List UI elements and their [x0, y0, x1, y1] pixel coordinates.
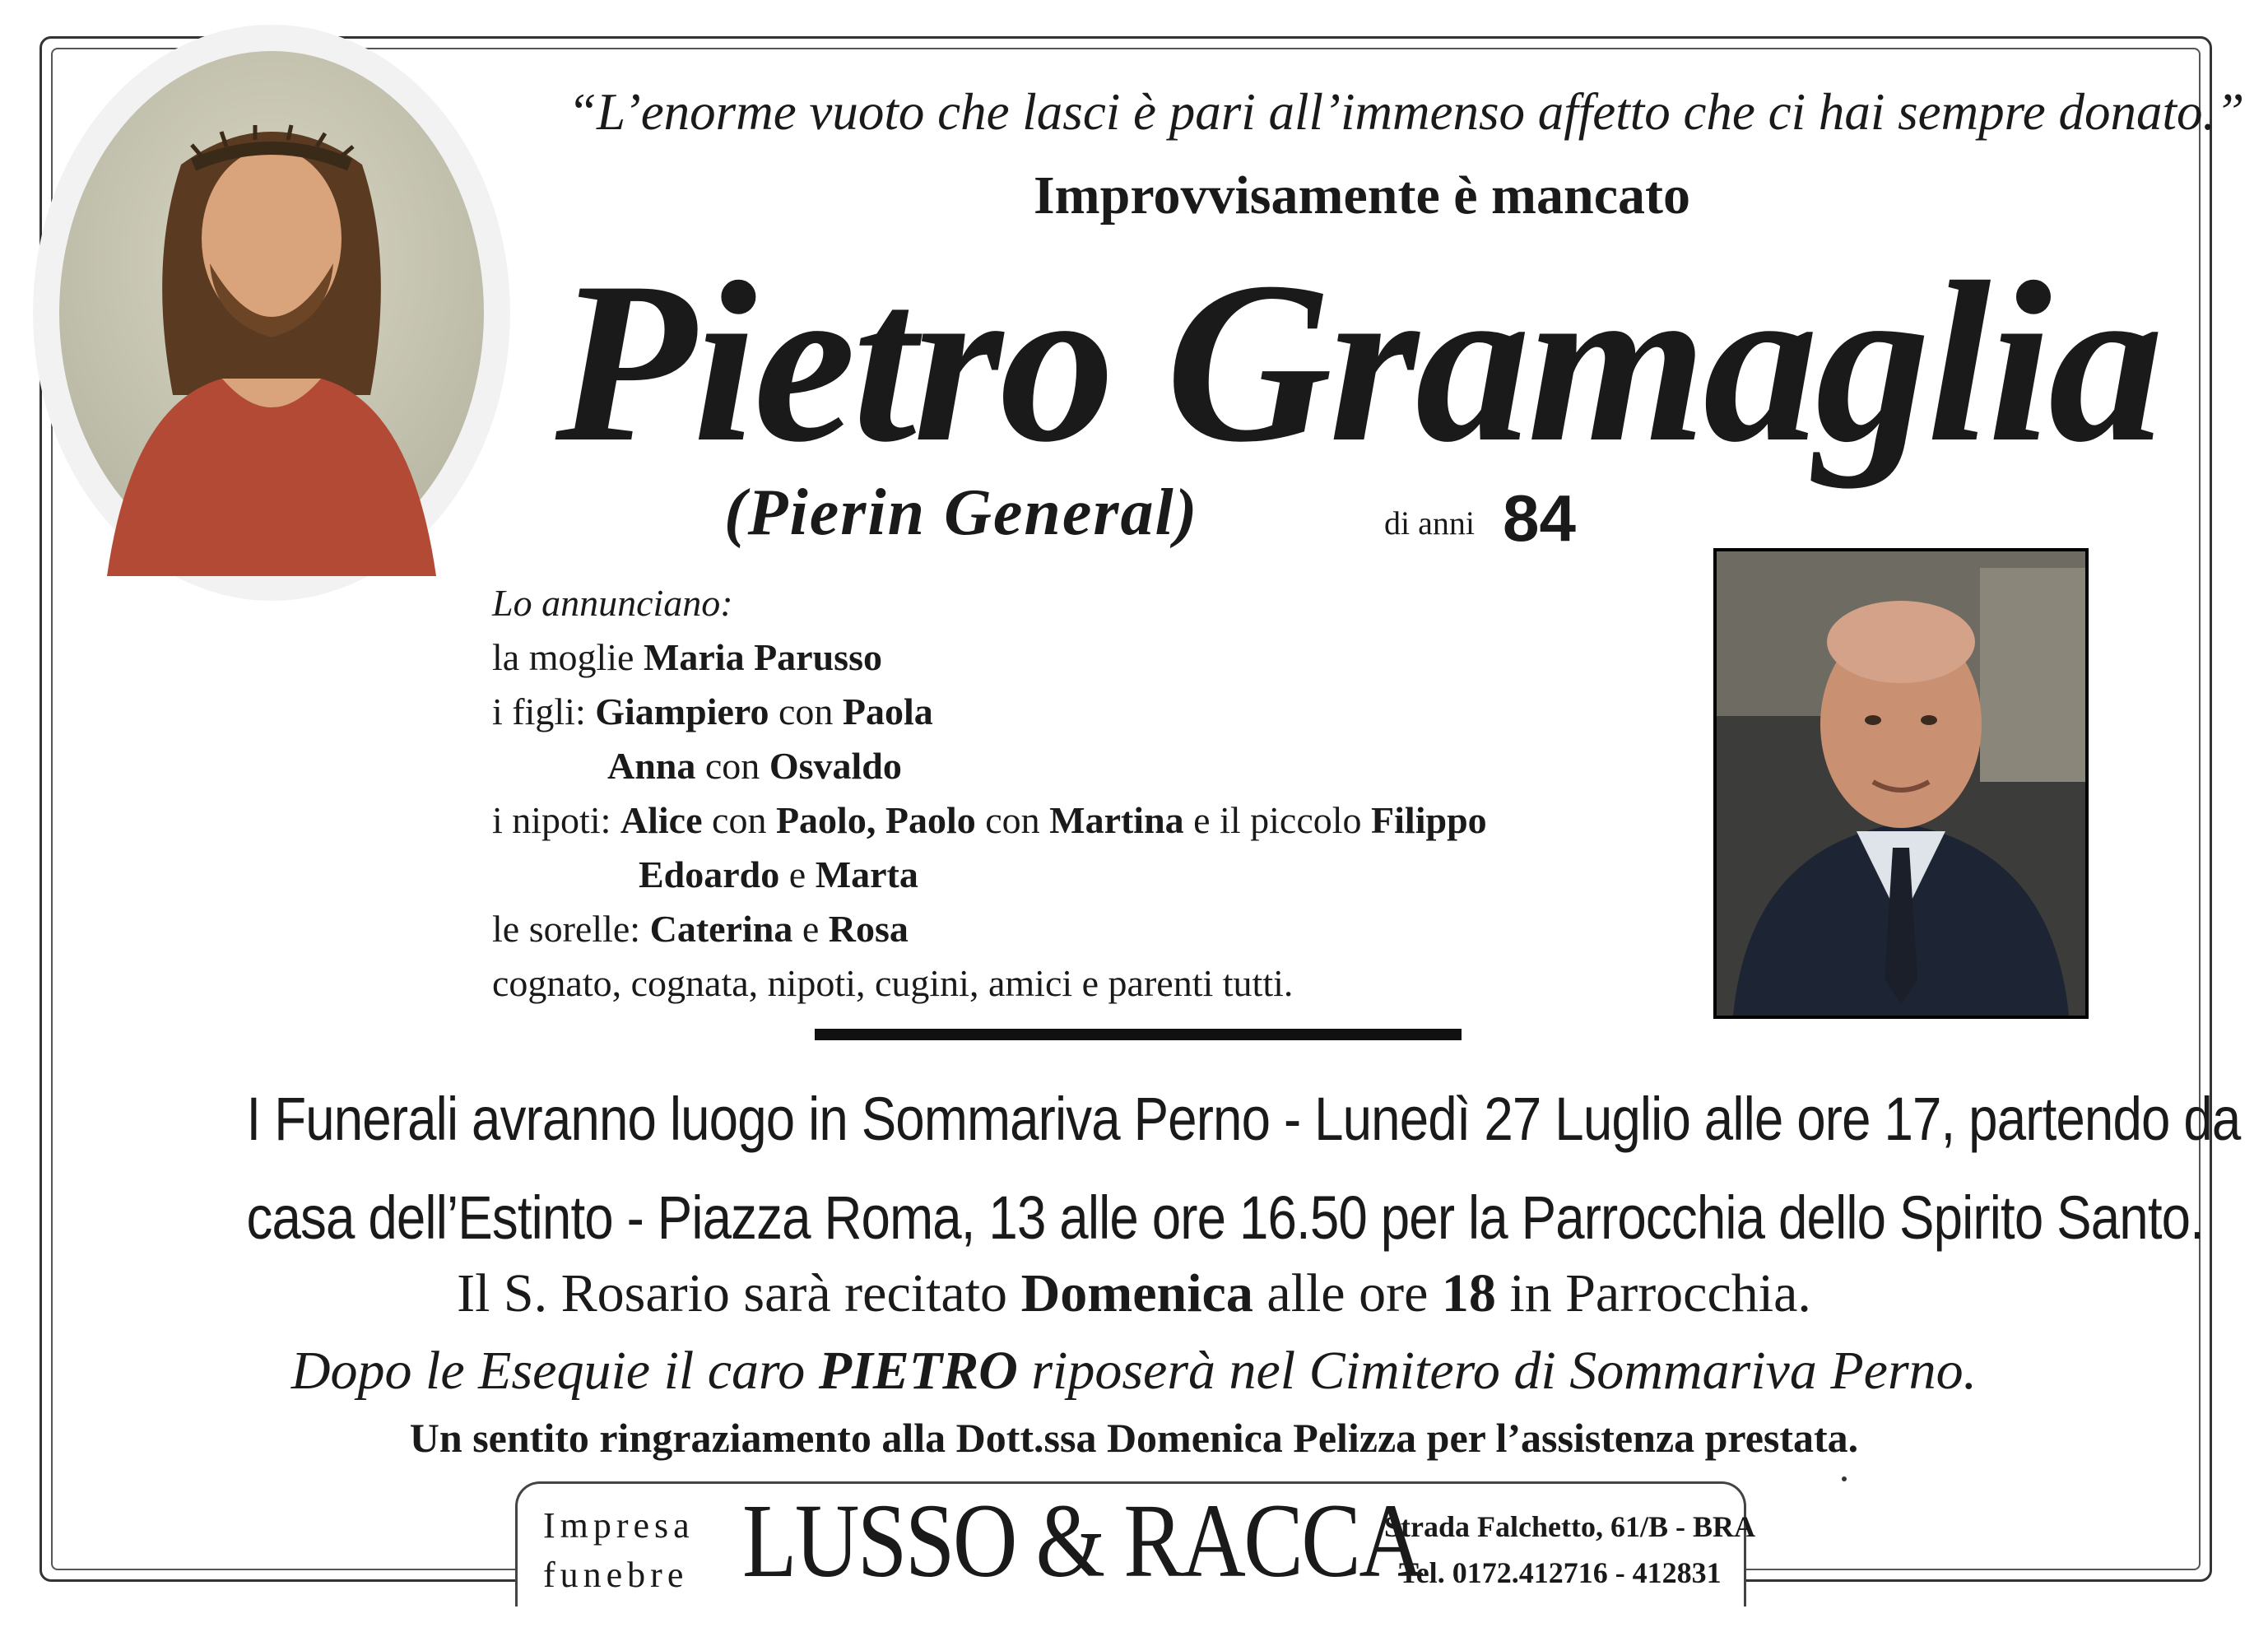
rosary-hour: 18	[1441, 1263, 1496, 1323]
funeral-home-brand: LUSSO & RACCA	[742, 1482, 1422, 1599]
grandchild-spouse-name: Paolo,	[775, 799, 876, 841]
deceased-photo	[1713, 548, 2089, 1019]
funeral-details	[246, 1070, 2241, 1267]
religious-portrait-oval	[33, 25, 510, 601]
section-divider	[815, 1029, 1462, 1040]
child-name: Anna	[607, 745, 696, 787]
announce-children	[492, 685, 1487, 739]
con-word: con	[704, 745, 760, 787]
deceased-name: Pietro Gramaglia	[555, 234, 2161, 490]
deceased-nickname: (Pierin General)	[724, 477, 1199, 549]
wife-name: Maria Parusso	[643, 636, 882, 678]
and-word: e	[802, 908, 820, 950]
funeral-home-phone: Tel. 0172.412716 - 412831	[1399, 1556, 1722, 1589]
intro-line: Improvvisamente è mancato	[1034, 165, 1690, 226]
rosary-text-c: in Parrocchia.	[1509, 1263, 1811, 1323]
grandchild-name: Filippo	[1371, 799, 1487, 841]
announce-wife	[492, 630, 1487, 685]
rosary-line	[102, 1262, 2166, 1325]
memorial-quote: “L’enorme vuoto che lasci è pari all’immenso affetto che ci hai sempre donato.”	[568, 83, 2245, 141]
man-portrait-image	[1717, 551, 2085, 1016]
age-label: di anni	[1384, 504, 1475, 542]
children-prefix: i figli:	[492, 690, 586, 732]
announce-grandchildren-2	[492, 848, 1487, 902]
announce-sisters	[492, 902, 1487, 956]
stray-dot	[1842, 1476, 1847, 1481]
announce-grandchildren	[492, 793, 1487, 848]
grandchildren-prefix: i nipoti:	[492, 799, 611, 841]
burial-text-b: riposerà nel Cimitero di Sommariva Perno.	[1031, 1341, 1978, 1401]
family-announcement	[492, 576, 1487, 1011]
announce-lead: Lo annunciano:	[492, 582, 733, 624]
announce-children-2	[492, 739, 1487, 793]
funeral-line-2: casa dell’Estinto - Piazza Roma, 13 alle ore 16.50 per la Parrocchia dello Spirito Santo.	[246, 1183, 2205, 1252]
burial-line	[102, 1340, 2166, 1402]
funeral-line-1: I Funerali avranno luogo in Sommariva Perno - Lunedì 27 Luglio alle ore 17, partendo da	[246, 1085, 2241, 1153]
child-spouse-name: Osvaldo	[769, 745, 902, 787]
wife-prefix: la moglie	[492, 636, 634, 678]
sisters-prefix: le sorelle:	[492, 908, 641, 950]
burial-name: PIETRO	[818, 1341, 1018, 1401]
thanks-line: Un sentito ringraziamento alla Dott.ssa Domenica Pelizza per l’assistenza prestata.	[409, 1415, 1859, 1461]
rosary-day: Domenica	[1020, 1263, 1253, 1323]
child-spouse-name: Paola	[842, 690, 933, 732]
burial-text-a: Dopo le Esequie il caro	[290, 1341, 806, 1401]
child-name: Giampiero	[595, 690, 769, 732]
small-prefix: e il piccolo	[1193, 799, 1362, 841]
rosary-text-b: alle ore	[1266, 1263, 1429, 1323]
sister-name: Rosa	[828, 908, 909, 950]
con-word: con	[985, 799, 1040, 841]
and-word: e	[788, 853, 806, 895]
announce-others: cognato, cognata, nipoti, cugini, amici e parenti tutti.	[492, 962, 1294, 1004]
grandchild-name: Paolo	[885, 799, 976, 841]
rosary-text-a: Il S. Rosario sarà recitato	[457, 1263, 1008, 1323]
con-word: con	[778, 690, 834, 732]
grandchild-name: Edoardo	[639, 853, 780, 895]
age-value: 84	[1503, 481, 1576, 555]
funeral-home-address: Strada Falchetto, 61/B - BRA	[1384, 1510, 1755, 1543]
funeral-home-label-2: funebre	[543, 1555, 689, 1595]
grandchild-name: Alice	[620, 799, 703, 841]
funeral-home-label-1: Impresa	[543, 1505, 695, 1546]
christ-portrait-image	[58, 49, 486, 576]
sister-name: Caterina	[649, 908, 793, 950]
grandchild-spouse-name: Martina	[1049, 799, 1184, 841]
grandchild-name: Marta	[815, 853, 918, 895]
con-word: con	[712, 799, 767, 841]
